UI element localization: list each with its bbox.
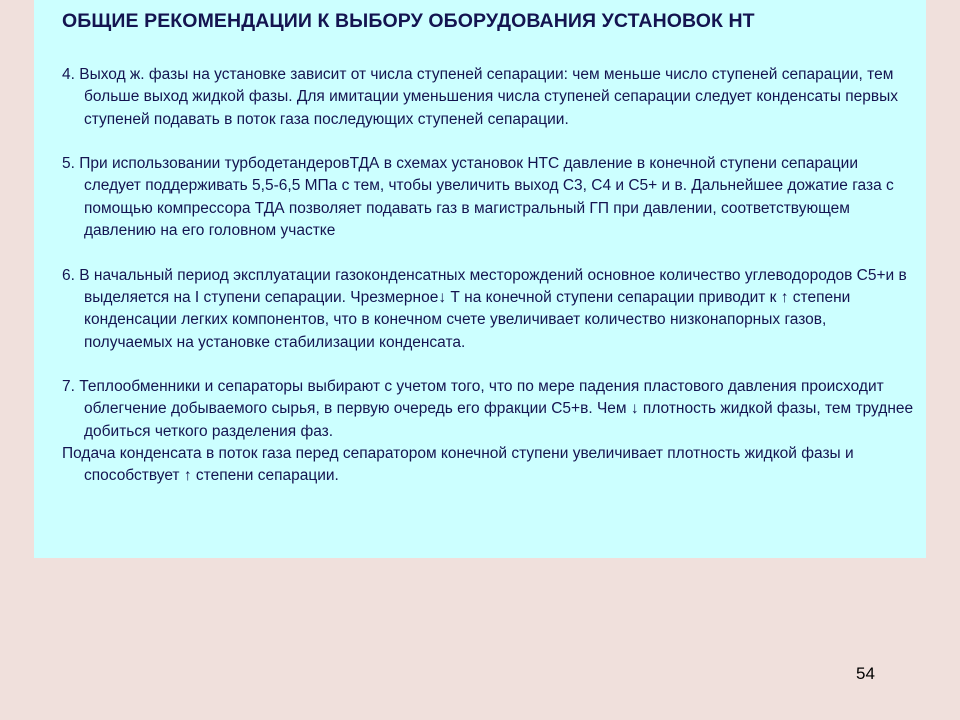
paragraph-5: 5. При использовании турбодетандеровТДА в схемах установок НТС давление в конечной ступени сепарации следует поддерживать 5,5-6,5 МПа с тем, чтобы увеличить выход С3, С4 и С5+ и в. Дальнейшее дожатие газа с помощью компрессора ТДА позволяет подавать газ в магистральный ГП при давлении, соответствующем давлению на его головном участке <box>62 155 894 240</box>
paragraph-4: 4. Выход ж. фазы на установке зависит от числа ступеней сепарации: чем меньше число ступеней сепарации, тем больше выход жидкой фазы. Для имитации уменьшения числа ступеней сепарации следует конденсаты первых ступеней подавать в поток газа последующих ступеней сепарации. <box>62 66 899 128</box>
paragraph-7: 7. Теплообменники и сепараторы выбирают с учетом того, что по мере падения пластового давления происходит облегчение добываемого сырья, в первую очередь его фракции С5+в. Чем ↓ плотность жидкой фазы, тем труднее добиться четкого разделения фаз. <box>62 378 914 440</box>
slide-body <box>62 64 918 488</box>
slide-title: ОБЩИЕ РЕКОМЕНДАЦИИ К ВЫБОРУ ОБОРУДОВАНИЯ УСТАНОВОК НТ <box>62 10 755 32</box>
paragraph-6: 6. В начальный период эксплуатации газоконденсатных месторождений основное количество углеводородов С5+и в выделяется на I ступени сепарации. Чрезмерное↓ Т на конечной ступени сепарации приводит к ↑ степени конденсации легких компонентов, что в конечном счете увеличивает количество низконапорных газов, получаемых на установке стабилизации конденсата. <box>62 266 907 351</box>
paragraph-condensate-note: Подача конденсата в поток газа перед сепаратором конечной ступени увеличивает плотность жидкой фазы и способствует ↑ степени сепарации. <box>62 445 854 485</box>
page-number: 54 <box>856 664 875 683</box>
